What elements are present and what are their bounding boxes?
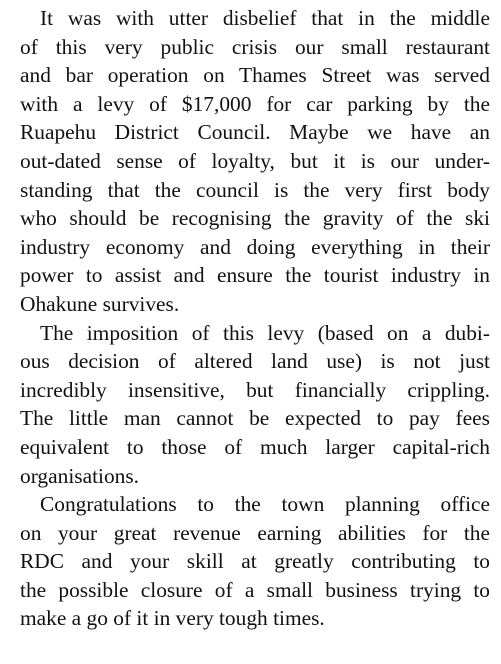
text-line: It was with utter disbelief that in the middle [40, 6, 490, 30]
paragraph-1 [20, 4, 490, 319]
text-line: who should be recognising the gravity of the ski [20, 206, 490, 231]
text-line: Ohakune survives. [20, 291, 180, 316]
paragraph-3 [20, 490, 490, 633]
text-line: Congratulations to the town planning office [40, 492, 490, 517]
text-line: with a levy of $17,000 for car parking by the [20, 91, 490, 116]
text-line: and bar operation on Thames Street was served [20, 63, 490, 88]
text-line: of this very public crisis our small restaurant [20, 34, 490, 59]
text-line: RDC and your skill at greatly contributing to [20, 549, 490, 574]
text-line: organisations. [20, 463, 140, 488]
text-line: the possible closure of a small business trying to [20, 577, 490, 602]
text-line: The little man cannot be expected to pay fees [20, 406, 490, 431]
text-line: power to assist and ensure the tourist industry in [20, 263, 490, 288]
text-line: incredibly insensitive, but financially crippling. [20, 377, 490, 402]
text-line: make a go of it in very tough times. [20, 606, 325, 631]
text-line: Ruapehu District Council. Maybe we have an [20, 120, 490, 145]
text-line: standing that the council is the very first body [20, 177, 490, 202]
text-line: on your great revenue earning abilities for the [20, 520, 490, 545]
letter-body [20, 4, 490, 633]
text-line: equivalent to those of much larger capital-rich [20, 434, 490, 459]
text-line: ous decision of altered land use) is not just [20, 349, 490, 374]
text-line: out-dated sense of loyalty, but it is our under- [20, 148, 490, 173]
paragraph-2 [20, 319, 490, 491]
text-line: The imposition of this levy (based on a dubi- [40, 320, 490, 345]
text-line: industry economy and doing everything in their [20, 234, 490, 259]
